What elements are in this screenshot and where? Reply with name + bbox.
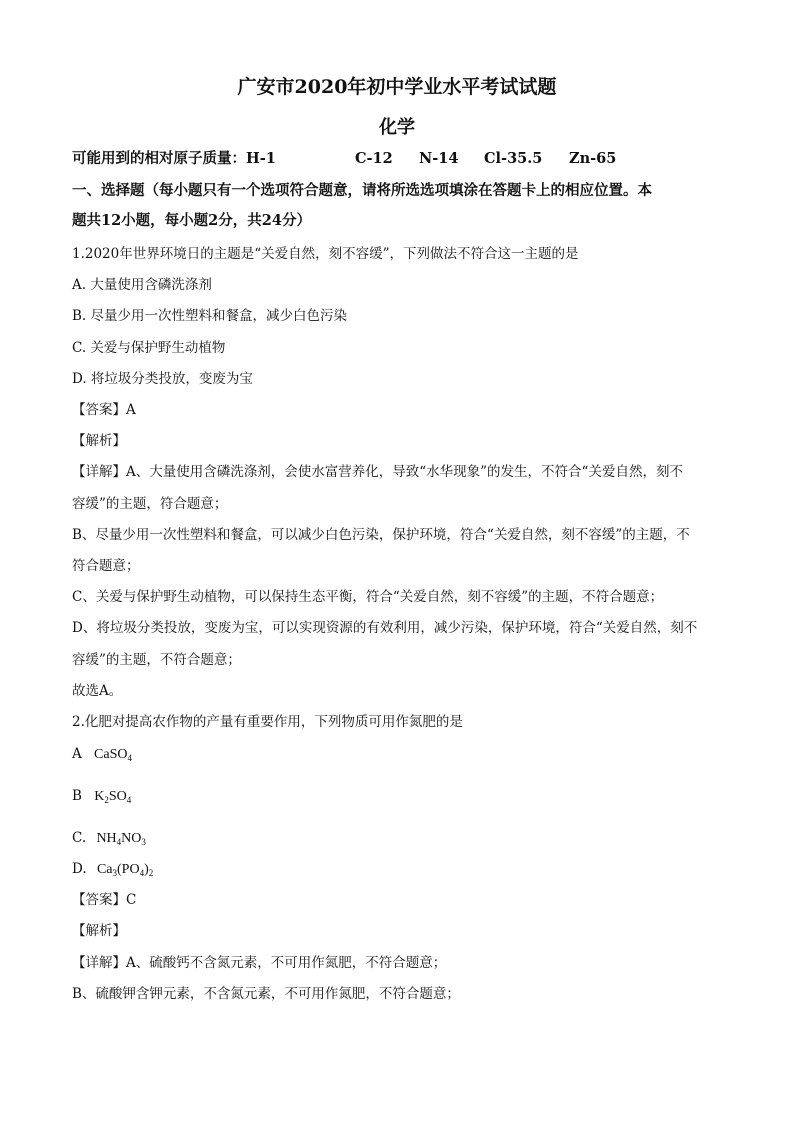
question-2-detail-a: 【详解】A、硫酸钙不含氮元素，不可用作氮肥，不符合题意；	[72, 955, 447, 971]
question-2-answer: 【答案】C	[72, 892, 137, 908]
option-d-tag: D.	[72, 861, 87, 877]
atomic-mass-c: C-12	[355, 150, 393, 167]
question-1-detail-a-line1: 【详解】A、大量使用含磷洗涤剂，会使水富营养化，导致“水华现象”的发生，不符合“关爱自然，刻不	[72, 464, 683, 480]
question-2-option-a	[72, 745, 132, 764]
formula-caso4: CaSO$_4$	[94, 747, 132, 763]
question-1-option-d: D. 将垃圾分类投放，变废为宝	[72, 371, 253, 387]
atomic-mass-zn: Zn-65	[569, 150, 617, 167]
formula-k2so4: $K_2SO_4$	[94, 789, 132, 805]
atomic-mass-label: 可能用到的相对原子质量：H-1	[72, 150, 276, 167]
section-heading-line2: 题共12小题，每小题2分，共24分）	[72, 212, 311, 229]
question-1-conclusion: 故选A。	[72, 683, 123, 699]
question-1-detail-d-line2: 容缓”的主题，不符合题意；	[72, 652, 241, 668]
question-1-option-c: C. 关爱与保护野生动植物	[72, 340, 226, 356]
question-1-option-a: A. 大量使用含磷洗涤剂	[72, 277, 212, 293]
question-1-analysis-label: 【解析】	[72, 433, 126, 449]
question-2-detail-b: B、硫酸钾含钾元素，不含氮元素，不可用作氮肥，不符合题意；	[72, 986, 460, 1002]
atomic-mass-cl: Cl-35.5	[484, 150, 543, 167]
question-1-answer: 【答案】A	[72, 402, 136, 418]
question-1-detail-d-line1: D、将垃圾分类投放，变废为宝，可以实现资源的有效利用，减少污染，保护环境，符合“关爱自然，刻不	[72, 620, 698, 636]
question-1-detail-a-line2: 容缓”的主题，符合题意；	[72, 496, 228, 512]
option-a-tag: A	[72, 746, 82, 762]
question-1-option-b: B. 尽量少用一次性塑料和餐盒，减少白色污染	[72, 308, 348, 324]
question-1-detail-b-line2: 符合题意；	[72, 558, 140, 574]
question-2-option-b	[72, 787, 131, 806]
option-c-tag: C.	[72, 830, 87, 846]
question-2-option-c	[72, 829, 146, 848]
question-2-stem: 2.化肥对提高农作物的产量有重要作用，下列物质可用作氮肥的是	[72, 714, 463, 730]
question-1-stem: 1.2020年世界环境日的主题是“关爱自然，刻不容缓”，下列做法不符合这一主题的是	[72, 246, 579, 262]
question-1-detail-c: C、关爱与保护野生动植物，可以保持生态平衡，符合“关爱自然，刻不容缓”的主题，不符合题意；	[72, 589, 664, 605]
atomic-mass-n: N-14	[419, 150, 459, 167]
subject-title: 化学	[379, 117, 415, 138]
formula-nh4no3: $NH_4NO_3$	[96, 831, 146, 847]
exam-title: 广安市2020年初中学业水平考试试题	[237, 76, 557, 98]
section-heading-line1: 一、选择题（每小题只有一个选项符合题意，请将所选选项填涂在答题卡上的相应位置。本	[72, 182, 652, 199]
question-2-analysis-label: 【解析】	[72, 923, 126, 939]
option-b-tag: B	[72, 788, 82, 804]
atomic-masses-line	[72, 150, 722, 170]
formula-ca3po42: $Ca_3(PO_4)_2$	[96, 862, 154, 878]
question-1-detail-b-line1: B、尽量少用一次性塑料和餐盒，可以减少白色污染，保护环境，符合“关爱自然，刻不容缓”的主题，不	[72, 527, 690, 543]
question-2-option-d	[72, 860, 153, 879]
